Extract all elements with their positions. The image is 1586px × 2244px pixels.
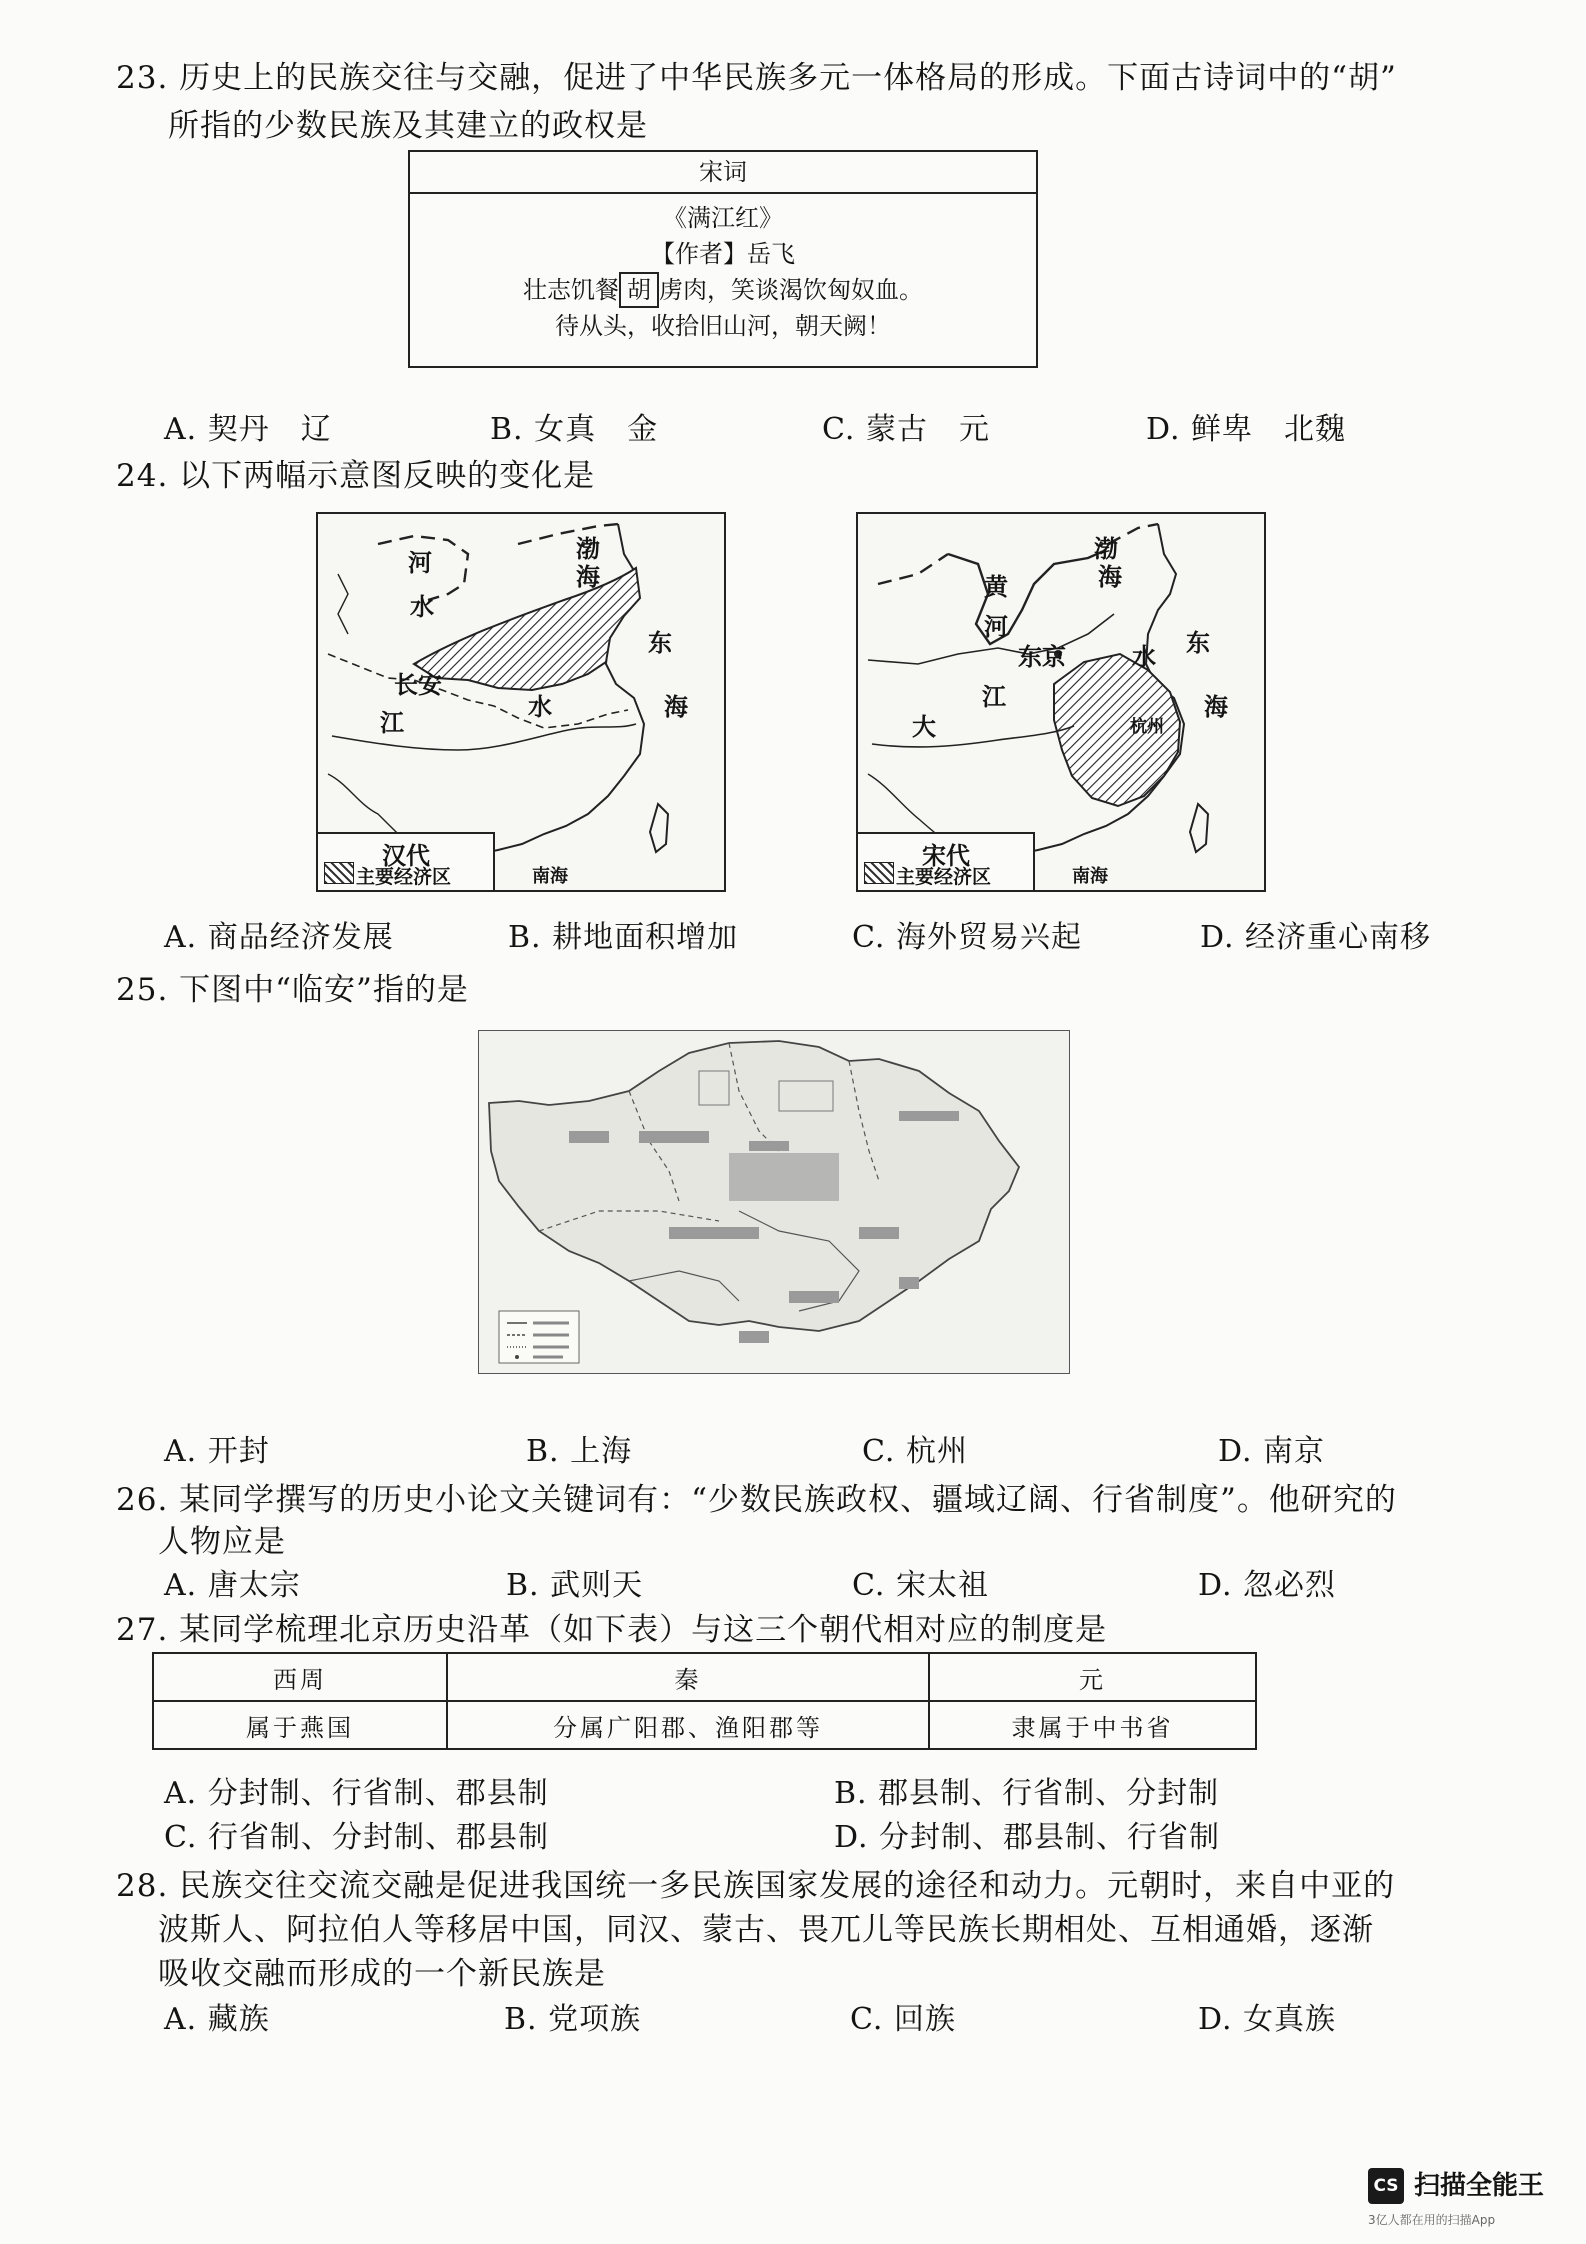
poem-line-4: 待从头，收拾旧山河，朝天阙！: [555, 312, 891, 340]
song-label-hai2: 海: [1204, 692, 1228, 721]
q25-option-c[interactable]: C. 杭州: [862, 1434, 968, 1469]
han-dynasty-map: [316, 512, 726, 892]
q28-stem-line2: 波斯人、阿拉伯人等移居中国，同汉、蒙古、畏兀儿等民族长期相处、互相通婚，逐渐: [158, 1912, 1374, 1948]
table-header-row: [153, 1653, 1256, 1701]
poem-line-3-b: 虏肉，笑谈渴饮匈奴血。: [659, 276, 923, 304]
q26-option-c[interactable]: C. 宋太祖: [852, 1568, 989, 1603]
q26-option-d[interactable]: D. 忽必烈: [1198, 1568, 1337, 1603]
q25-option-d[interactable]: D. 南京: [1218, 1434, 1326, 1469]
table-cell-yuan: 隶属于中书省: [929, 1701, 1256, 1749]
han-label-he: 河: [408, 548, 432, 577]
song-label-hangzhou: 杭州: [1130, 717, 1164, 737]
q28-option-b[interactable]: B. 党项族: [504, 2002, 642, 2037]
song-legend: [858, 832, 1035, 890]
yuan-map-drawing: [479, 1031, 1069, 1373]
q23-option-c[interactable]: C. 蒙古 元: [822, 412, 990, 447]
han-label-south-sea: 南海: [532, 866, 568, 887]
poem-header: 宋词: [410, 152, 1036, 194]
poem-box: [408, 150, 1038, 368]
q24-option-c[interactable]: C. 海外贸易兴起: [852, 920, 1082, 955]
poem-author: 【作者】岳飞: [651, 240, 795, 268]
table-header-xizhou: 西周: [153, 1653, 447, 1701]
q23-stem-line2: 所指的少数民族及其建立的政权是: [168, 108, 648, 144]
song-label-hai1: 海: [1098, 562, 1122, 591]
han-label-hai2: 海: [664, 692, 688, 721]
poem-title: 《满江红》: [663, 204, 783, 232]
han-label-jiang: 江: [380, 708, 404, 737]
song-dynasty-map: [856, 512, 1266, 892]
q26-option-a[interactable]: A. 唐太宗: [164, 1568, 301, 1603]
han-legend: [318, 832, 495, 890]
han-label-hai1: 海: [576, 562, 600, 591]
table-header-qin: 秦: [447, 1653, 929, 1701]
song-label-jiang: 江: [982, 682, 1006, 711]
q24-stem: 24. 以下两幅示意图反映的变化是: [116, 458, 596, 494]
han-label-shui2: 水: [528, 692, 552, 721]
q25-option-a[interactable]: A. 开封: [164, 1434, 270, 1469]
q28-stem-line3: 吸收交融而形成的一个新民族是: [158, 1956, 606, 1992]
han-label-dong: 东: [648, 628, 672, 657]
poem-line-3: [410, 272, 1036, 308]
q24-option-a[interactable]: A. 商品经济发展: [164, 920, 394, 955]
q27-option-c[interactable]: C. 行省制、分封制、郡县制: [164, 1820, 549, 1855]
song-label-dongjing: 东京: [1018, 642, 1066, 671]
song-label-da: 大: [912, 712, 936, 741]
han-legend-zone: 主要经济区: [356, 866, 452, 888]
q28-option-a[interactable]: A. 藏族: [164, 2002, 270, 2037]
q27-option-b[interactable]: B. 郡县制、行省制、分封制: [834, 1776, 1220, 1811]
han-legend-swatch: [324, 862, 354, 884]
q23-option-d[interactable]: D. 鲜卑 北魏: [1146, 412, 1347, 447]
q26-option-b[interactable]: B. 武则天: [506, 1568, 644, 1603]
beijing-history-table: [152, 1652, 1257, 1750]
q28-option-d[interactable]: D. 女真族: [1198, 2002, 1337, 2037]
camscanner-brand: 扫描全能王: [1414, 2171, 1545, 2201]
q26-stem-line1: 26. 某同学撰写的历史小论文关键词有：“少数民族政权、疆域辽阔、行省制度”。他研究的: [116, 1482, 1397, 1518]
poem-highlight-hu: 胡: [619, 272, 659, 308]
camscanner-subtitle: 3亿人都在用的扫描App: [1368, 2213, 1496, 2227]
poem-line-3-a: 壮志饥餐: [523, 276, 619, 304]
han-label-changan: 长安: [394, 670, 442, 699]
song-label-bo: 渤: [1094, 534, 1118, 563]
song-label-huang: 黄: [984, 572, 1008, 601]
q23-stem-line1: 23. 历史上的民族交往与交融，促进了中华民族多元一体格局的形成。下面古诗词中的“胡”: [116, 60, 1397, 96]
table-cell-qin: 分属广阳郡、渔阳郡等: [447, 1701, 929, 1749]
han-label-bo: 渤: [576, 534, 600, 563]
song-legend-era: 宋代: [922, 841, 970, 870]
q26-stem-line2: 人物应是: [158, 1524, 286, 1560]
q25-option-b[interactable]: B. 上海: [526, 1434, 633, 1469]
q23-option-a[interactable]: A. 契丹 辽: [164, 412, 332, 447]
song-label-he: 河: [984, 612, 1008, 641]
table-header-yuan: 元: [929, 1653, 1256, 1701]
q28-option-c[interactable]: C. 回族: [850, 2002, 956, 2037]
q25-stem: 25. 下图中“临安”指的是: [116, 972, 469, 1008]
q27-option-d[interactable]: D. 分封制、郡县制、行省制: [834, 1820, 1221, 1855]
q23-option-b[interactable]: B. 女真 金: [490, 412, 659, 447]
q27-stem: 27. 某同学梳理北京历史沿革（如下表）与这三个朝代相对应的制度是: [116, 1612, 1108, 1648]
q24-option-d[interactable]: D. 经济重心南移: [1200, 920, 1432, 955]
song-legend-zone: 主要经济区: [896, 866, 992, 888]
q28-stem-line1: 28. 民族交往交流交融是促进我国统一多民族国家发展的途径和动力。元朝时，来自中亚的: [116, 1868, 1396, 1904]
song-legend-swatch: [864, 862, 894, 884]
yuan-territory-map: [478, 1030, 1070, 1374]
song-label-dong: 东: [1186, 628, 1210, 657]
song-label-south-sea: 南海: [1072, 866, 1108, 887]
camscanner-logo-icon: CS: [1368, 2168, 1404, 2204]
table-row: [153, 1701, 1256, 1749]
han-legend-era: 汉代: [382, 841, 430, 870]
q24-option-b[interactable]: B. 耕地面积增加: [508, 920, 739, 955]
han-label-shui1: 水: [410, 592, 434, 621]
song-label-shui: 水: [1132, 642, 1156, 671]
table-cell-xizhou: 属于燕国: [153, 1701, 447, 1749]
q27-option-a[interactable]: A. 分封制、行省制、郡县制: [164, 1776, 549, 1811]
